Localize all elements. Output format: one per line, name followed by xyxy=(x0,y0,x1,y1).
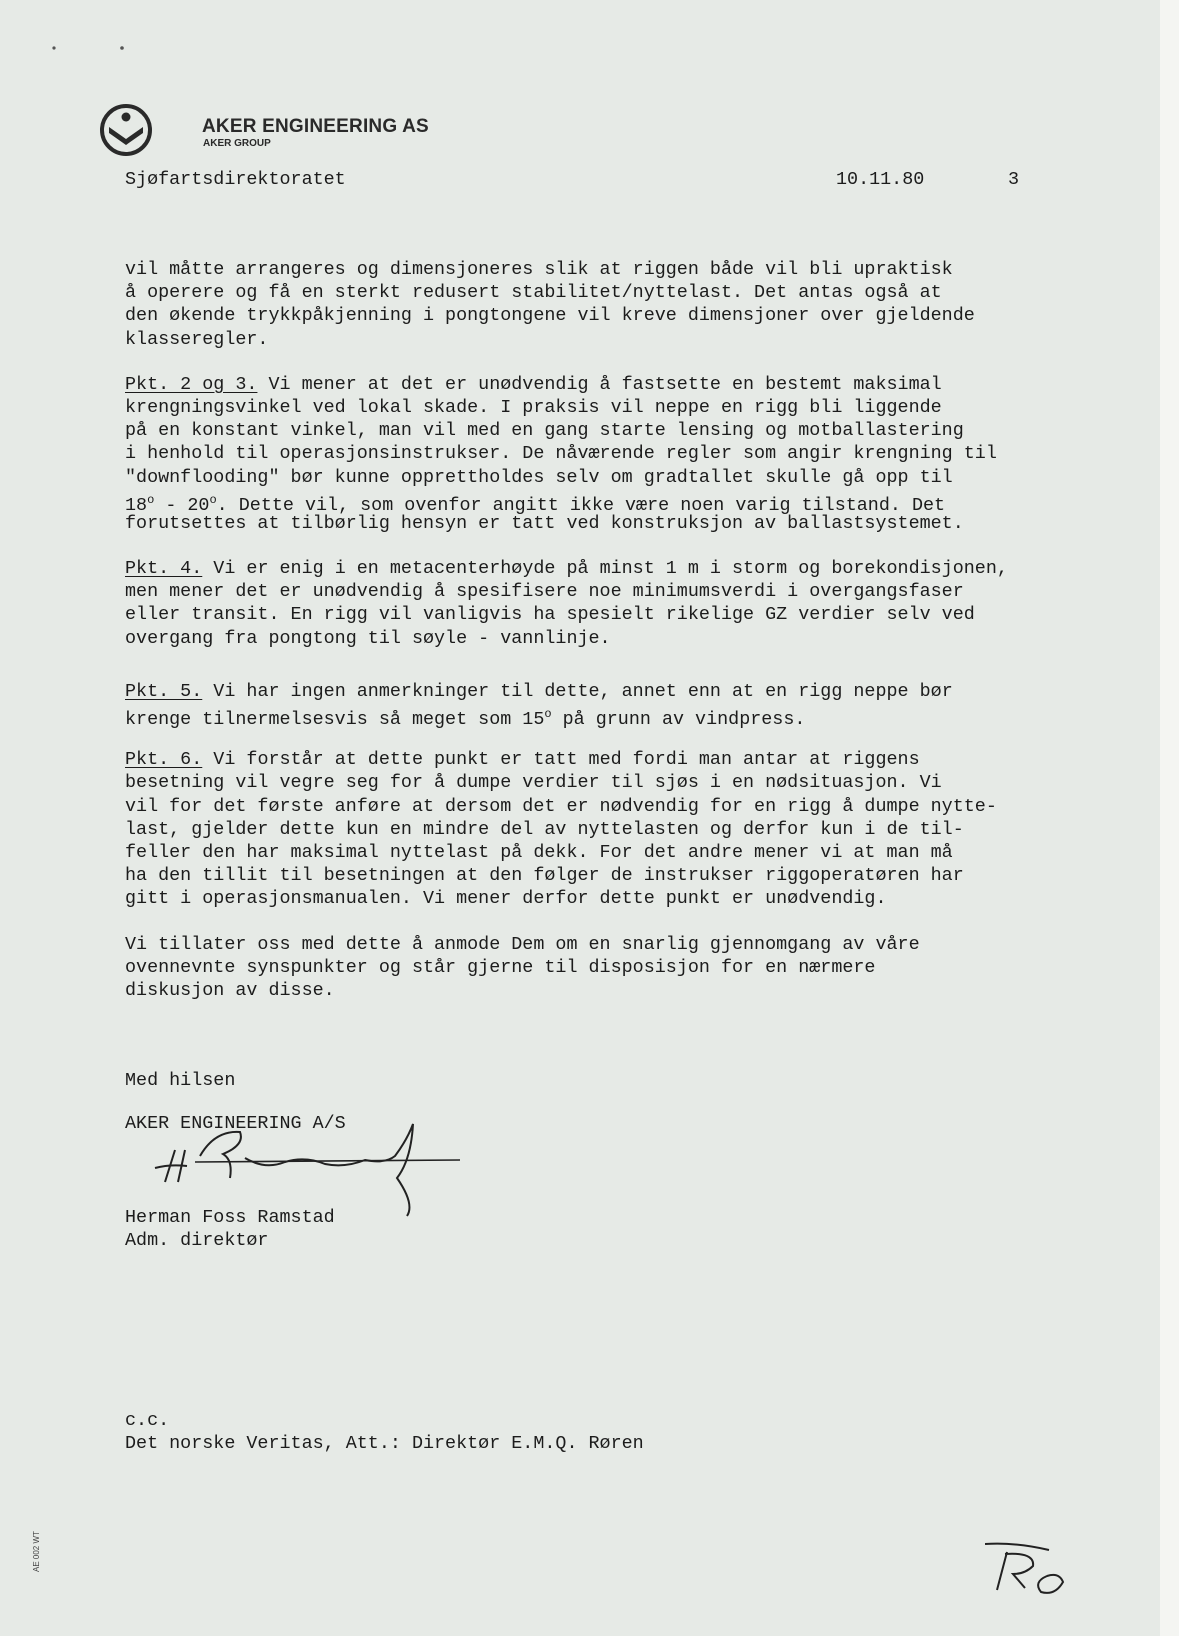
body-line: på en konstant vinkel, man vil med en gang starte lensing og motballastering xyxy=(125,420,964,442)
body-line: men mener det er unødvendig å spesifisere noe minimumsverdi i overgangsfaser xyxy=(125,581,964,603)
pkt-5-first-line: Pkt. 5. Vi har ingen anmerkninger til dette, annet enn at en rigg neppe bør xyxy=(125,680,953,702)
company-group: AKER GROUP xyxy=(203,138,271,149)
recipient-header: Sjøfartsdirektoratet xyxy=(125,169,346,190)
letter-body xyxy=(125,258,1125,1002)
body-line: ha den tillit til besetningen at den følger de instrukser riggoperatøren har xyxy=(125,865,964,887)
pkt-2-3-first-line: Pkt. 2 og 3. Vi mener at det er unødvendig å fastsette en bestemt maksimal xyxy=(125,373,942,395)
pkt-2-3-label: Pkt. 2 og 3. xyxy=(125,373,258,395)
pkt-4-first-line: Pkt. 4. Vi er enig i en metacenterhøyde på minst 1 m i storm og borekondisjonen, xyxy=(125,558,1008,580)
cc-recipient: Det norske Veritas, Att.: Direktør E.M.Q. Røren xyxy=(125,1433,644,1454)
body-line: forutsettes at tilbørlig hensyn er tatt ved konstruksjon av ballastsystemet. xyxy=(125,512,964,534)
body-line: å operere og få en sterkt redusert stabilitet/nyttelast. Det antas også at xyxy=(125,282,942,304)
body-line: overgang fra pongtong til søyle - vannlinje. xyxy=(125,627,611,649)
pkt-6-first-line: Pkt. 6. Vi forstår at dette punkt er tatt med fordi man antar at riggens xyxy=(125,749,920,771)
closing-greeting: Med hilsen xyxy=(125,1070,236,1091)
closing-company: AKER ENGINEERING A/S xyxy=(125,1113,346,1134)
body-line: "downflooding" bør kunne opprettholdes selv om gradtallet skulle gå opp til xyxy=(125,466,953,488)
body-line: ovennevnte synspunkter og står gjerne til disposisjon for en nærmere xyxy=(125,956,876,978)
body-line: last, gjelder dette kun en mindre del av nyttelasten og derfor kun i de til- xyxy=(125,818,964,840)
margin-code: AE 002 WT xyxy=(32,1531,41,1572)
body-line: den økende trykkpåkjenning i pongtongene vil kreve dimensjoner over gjeldende xyxy=(125,305,975,327)
cc-label: c.c. xyxy=(125,1410,170,1431)
company-name: AKER ENGINEERING AS xyxy=(202,116,429,137)
degree-sign: o xyxy=(209,492,217,507)
body-line: Vi tillater oss med dette å anmode Dem om en snarlig gjennomgang av våre xyxy=(125,933,920,955)
body-line: klasseregler. xyxy=(125,328,269,350)
degree-sign: o xyxy=(147,492,155,507)
body-line: vil for det første anføre at dersom det er nødvendig for en rigg å dumpe nytte- xyxy=(125,795,997,817)
body-line: gitt i operasjonsmanualen. Vi mener derfor dette punkt er unødvendig. xyxy=(125,888,887,910)
degree-line: 18$^o$ - 20$^o$. Dette vil, som ovenfor angitt ikke være noen varig tilstand. Det xyxy=(125,492,946,516)
aker-logo-icon xyxy=(98,102,154,158)
scan-specks xyxy=(52,42,132,54)
pkt-5-label: Pkt. 5. xyxy=(125,680,203,702)
handwritten-signature xyxy=(145,1120,475,1220)
body-line: krengningsvinkel ved lokal skade. I praksis vil neppe en rigg bli liggende xyxy=(125,396,942,418)
pkt-4-label: Pkt. 4. xyxy=(125,558,203,580)
page-number: 3 xyxy=(1008,169,1020,190)
body-line: i henhold til operasjonsinstrukser. De nåværende regler som angir krengning til xyxy=(125,443,997,465)
scan-edge xyxy=(1160,0,1179,1636)
letter-date: 10.11.80 xyxy=(836,169,925,190)
body-line: diskusjon av disse. xyxy=(125,979,335,1001)
degree-sign: o xyxy=(544,707,552,721)
pkt-6-label: Pkt. 6. xyxy=(125,749,203,771)
body-line: besetning vil vegre seg for å dumpe verdier til sjøs i en nødsituasjon. Vi xyxy=(125,772,942,794)
body-line: eller transit. En rigg vil vanligvis ha spesielt rikelige GZ verdier selv ved xyxy=(125,604,975,626)
signer-name: Herman Foss Ramstad xyxy=(125,1207,335,1228)
body-line: vil måtte arrangeres og dimensjoneres slik at riggen både vil bli upraktisk xyxy=(125,259,953,280)
degree-line: krenge tilnermelsesvis så meget som 15$^o$ på grunn av vindpress. xyxy=(125,707,806,731)
signer-title: Adm. direktør xyxy=(125,1230,269,1251)
body-line: feller den har maksimal nyttelast på dekk. For det andre mener vi at man må xyxy=(125,841,953,863)
handwritten-initials xyxy=(985,1540,1085,1600)
